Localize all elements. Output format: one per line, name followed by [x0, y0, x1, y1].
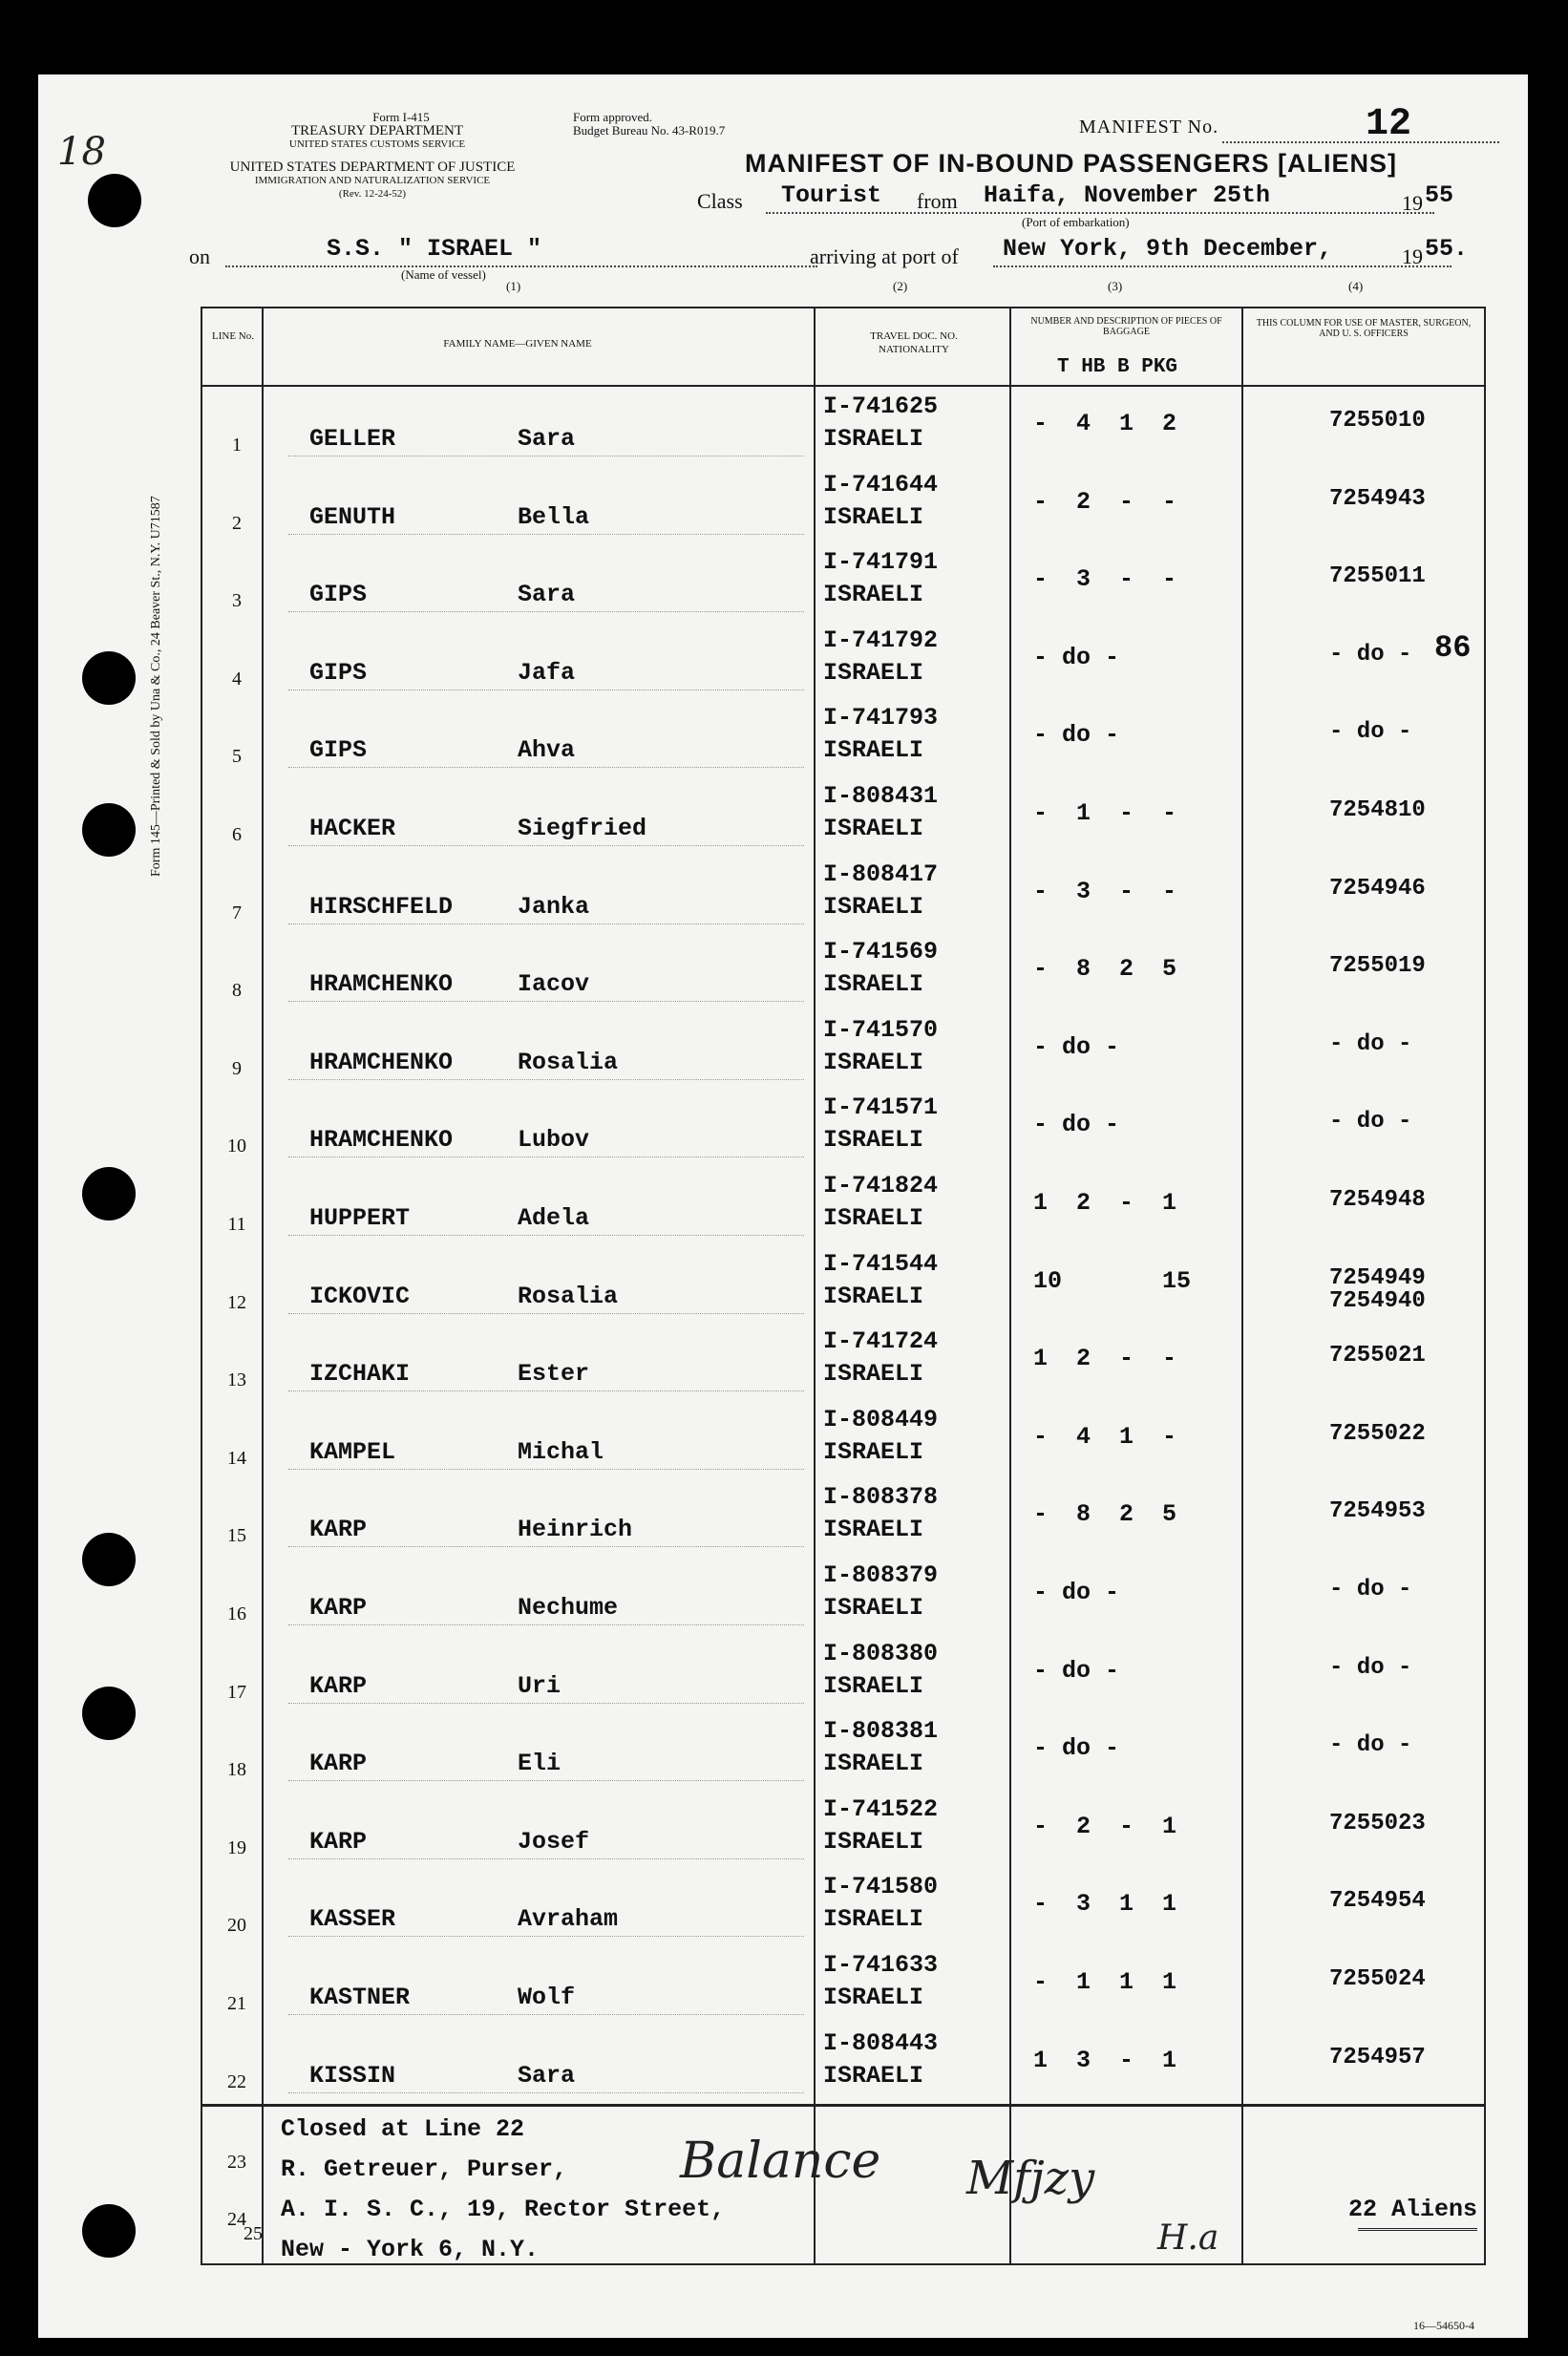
given-name: Rosalia [518, 1282, 619, 1310]
officer-number: 7255024 [1329, 1966, 1426, 1992]
print-code: 16—54650-4 [1413, 2319, 1474, 2332]
family-name: HIRSCHFELD [309, 892, 454, 921]
given-name: Avraham [518, 1905, 619, 1934]
row-line-number: 17 [227, 1681, 246, 1703]
family-name: ICKOVIC [309, 1282, 411, 1310]
officer-number: 7255011 [1329, 563, 1426, 590]
given-name: Nechume [518, 1594, 619, 1622]
baggage-pieces: - 2 - 1 [1033, 1812, 1177, 1840]
nationality: ISRAELI [823, 502, 924, 531]
baggage-pieces: - do - [1033, 643, 1120, 671]
travel-doc-number: I-808443 [823, 2028, 939, 2057]
travel-doc-number: I-808417 [823, 860, 939, 888]
passenger-table [201, 307, 1486, 2265]
column-marker: (2) [893, 279, 908, 293]
given-name: Jafa [518, 658, 576, 687]
row-line-number: 25 [244, 2223, 263, 2244]
travel-doc-number: I-808379 [823, 1561, 939, 1589]
officer-number: - do - [1329, 1654, 1412, 1681]
nationality: ISRAELI [823, 736, 924, 765]
row-underline [288, 1546, 804, 1547]
nationality: ISRAELI [823, 1437, 924, 1466]
family-name: KASSER [309, 1905, 396, 1934]
col-header-name: FAMILY NAME—GIVEN NAME [443, 338, 592, 350]
family-name: KARP [309, 1594, 368, 1622]
row-line-number: 4 [232, 668, 242, 690]
nationality: ISRAELI [823, 815, 924, 842]
travel-doc-number: I-741571 [823, 1093, 939, 1122]
baggage-pieces: - 3 - - [1033, 877, 1177, 905]
col-header-baggage: NUMBER AND DESCRIPTION OF PIECES OF BAGGAGE [1030, 316, 1222, 337]
nationality: ISRAELI [823, 1360, 924, 1389]
column-divider [262, 308, 264, 2263]
column-marker: (1) [506, 279, 521, 293]
row-line-number: 18 [227, 1759, 246, 1781]
given-name: Lubov [518, 1126, 590, 1155]
manifest-no-label: MANIFEST No. [1079, 117, 1219, 138]
officer-number: 7254954 [1329, 1888, 1426, 1915]
from-label: from [917, 189, 958, 213]
handwritten-mark: H.a [1157, 2218, 1219, 2258]
travel-doc-number: I-808380 [823, 1639, 939, 1667]
binder-hole [82, 1167, 136, 1220]
col-header-baggage-sub: T HB B PKG [1057, 356, 1178, 378]
officer-number: 7255019 [1329, 953, 1426, 980]
nationality: ISRAELI [823, 1204, 924, 1232]
treasury-label: TREASURY DEPARTMENT [290, 123, 464, 138]
year-value-2: 55. [1425, 235, 1469, 263]
officer-number: - do - [1329, 641, 1412, 668]
officer-number: - do - [1329, 1030, 1412, 1057]
total-aliens: 22 Aliens [1348, 2196, 1478, 2223]
manifest-title: MANIFEST OF IN-BOUND PASSENGERS [ALIENS] [745, 149, 1398, 178]
row-underline [288, 1235, 804, 1236]
row-line-number: 6 [232, 824, 242, 845]
family-name: HRAMCHENKO [309, 1048, 454, 1076]
column-marker: (3) [1108, 279, 1123, 293]
family-name: GENUTH [309, 502, 396, 531]
side-imprint: Form 145—Printed & Sold by Una & Co., 24 Beaver St., N.Y. U71587 [149, 496, 163, 877]
row-line-number: 1 [232, 435, 242, 456]
row-underline [288, 1624, 804, 1625]
baggage-pieces: - 4 1 - [1033, 1422, 1177, 1451]
baggage-pieces: - do - [1033, 1111, 1120, 1139]
handwritten-initials: Mfjzy [966, 2152, 1095, 2205]
class-dots [766, 212, 1434, 214]
row-line-number: 9 [232, 1057, 242, 1079]
travel-doc-number: I-808449 [823, 1405, 939, 1433]
officer-number: 7254943 [1329, 485, 1426, 512]
binder-hole [88, 174, 141, 227]
baggage-pieces: - 8 2 5 [1033, 955, 1177, 984]
officer-number: 7255021 [1329, 1343, 1426, 1369]
row-line-number: 12 [227, 1291, 246, 1313]
baggage-pieces: - 1 1 1 [1033, 1968, 1177, 1996]
column-divider [1241, 308, 1243, 2263]
col-header-doc: TRAVEL DOC. NO. NATIONALITY [870, 330, 958, 355]
manifest-number: 12 [1366, 103, 1412, 146]
header-divider [202, 385, 1484, 387]
travel-doc-number: I-741644 [823, 470, 939, 499]
officer-number: 7254949 7254940 [1329, 1264, 1426, 1314]
margin-note: 18 [57, 130, 106, 174]
agent-line: A. I. S. C., 19, Rector Street, [281, 2196, 726, 2223]
closed-line: Closed at Line 22 [281, 2115, 525, 2143]
given-name: Rosalia [518, 1048, 619, 1076]
travel-doc-number: I-741793 [823, 704, 939, 732]
binder-hole [82, 1533, 136, 1586]
row-line-number: 11 [227, 1214, 246, 1235]
form-approved: Form approved. [573, 110, 653, 124]
row-line-number: 3 [232, 590, 242, 612]
binder-hole [82, 803, 136, 857]
family-name: HRAMCHENKO [309, 970, 454, 999]
vessel-name: S.S. " ISRAEL " [327, 235, 542, 263]
nationality: ISRAELI [823, 1827, 924, 1856]
nationality: ISRAELI [823, 1594, 924, 1622]
travel-doc-number: I-808378 [823, 1483, 939, 1512]
family-name: KASTNER [309, 1984, 411, 2011]
given-name: Sara [518, 581, 576, 609]
officer-number: 7255022 [1329, 1420, 1426, 1447]
row-underline [288, 1313, 804, 1314]
nationality: ISRAELI [823, 1048, 924, 1076]
baggage-pieces: 1 3 - 1 [1033, 2046, 1177, 2074]
total-underline [1358, 2228, 1477, 2231]
column-divider [1009, 308, 1011, 2263]
row-underline [288, 1936, 804, 1937]
nationality: ISRAELI [823, 425, 924, 453]
travel-doc-number: I-741792 [823, 626, 939, 654]
given-name: Siegfried [518, 815, 647, 842]
given-name: Janka [518, 892, 590, 921]
row-underline [288, 1079, 804, 1080]
row-underline [288, 1703, 804, 1704]
given-name: Iacov [518, 970, 590, 999]
nationality: ISRAELI [823, 1126, 924, 1155]
given-name: Sara [518, 2061, 576, 2090]
row-line-number: 14 [227, 1447, 246, 1469]
family-name: HRAMCHENKO [309, 1126, 454, 1155]
officer-number: 7254946 [1329, 875, 1426, 902]
nationality: ISRAELI [823, 1984, 924, 2011]
baggage-pieces: - 3 1 1 [1033, 1890, 1177, 1919]
travel-doc-number: I-741569 [823, 938, 939, 966]
row-line-number: 13 [227, 1369, 246, 1391]
officer-number: 7254810 [1329, 797, 1426, 823]
row-underline [288, 923, 804, 924]
arriving-label: arriving at port of [810, 244, 959, 268]
manifest-no-dots [1222, 141, 1499, 143]
baggage-pieces: - do - [1033, 1579, 1120, 1606]
row-underline [288, 767, 804, 768]
officer-number: 7254948 [1329, 1187, 1426, 1213]
from-value: Haifa, November 25th [984, 181, 1271, 209]
travel-doc-number: I-808431 [823, 782, 939, 810]
officer-number: - do - [1329, 719, 1412, 746]
city-line: New - York 6, N.Y. [281, 2236, 540, 2263]
travel-doc-number: I-741724 [823, 1327, 939, 1356]
officer-number: - do - [1329, 1732, 1412, 1759]
baggage-pieces: 1 2 - - [1033, 1345, 1177, 1373]
given-name: Uri [518, 1671, 562, 1700]
family-name: KARP [309, 1750, 368, 1778]
baggage-pieces: - 2 - - [1033, 487, 1177, 516]
family-name: IZCHAKI [309, 1360, 411, 1389]
col-header-line: LINE No. [212, 330, 254, 342]
row-line-number: 20 [227, 1915, 246, 1937]
officer-number: - do - [1329, 1109, 1412, 1136]
family-name: GIPS [309, 581, 368, 609]
travel-doc-number: I-808381 [823, 1717, 939, 1746]
row-underline [288, 845, 804, 846]
row-line-number: 16 [227, 1603, 246, 1624]
baggage-pieces: - 8 2 5 [1033, 1500, 1177, 1529]
nationality: ISRAELI [823, 581, 924, 609]
column-divider [814, 308, 816, 2263]
officer-number: - do - [1329, 1577, 1412, 1603]
arrival-dots [993, 265, 1451, 267]
given-name: Sara [518, 425, 576, 453]
given-name: Ahva [518, 736, 576, 765]
travel-doc-number: I-741824 [823, 1172, 939, 1199]
nationality: ISRAELI [823, 2061, 924, 2090]
form-number: Form I-415 [372, 110, 430, 124]
family-name: GIPS [309, 658, 368, 687]
binder-hole [82, 2204, 136, 2258]
travel-doc-number: I-741522 [823, 1794, 939, 1823]
row-underline [288, 1780, 804, 1781]
row-underline [288, 1858, 804, 1859]
baggage-pieces: - do - [1033, 1032, 1120, 1061]
binder-hole [82, 1687, 136, 1740]
row-line-number: 22 [227, 2070, 246, 2092]
travel-doc-number: I-741580 [823, 1873, 939, 1901]
baggage-pieces: - 4 1 2 [1033, 410, 1177, 437]
row-line-number: 10 [227, 1136, 246, 1157]
nationality: ISRAELI [823, 1671, 924, 1700]
purser-line: R. Getreuer, Purser, [281, 2155, 568, 2183]
vessel-note: (Name of vessel) [401, 267, 486, 282]
given-name: Heinrich [518, 1516, 633, 1544]
family-name: HACKER [309, 815, 396, 842]
nationality: ISRAELI [823, 892, 924, 921]
baggage-pieces: - do - [1033, 1734, 1120, 1763]
arrival-value: New York, 9th December, [1003, 235, 1333, 263]
row-line-number: 15 [227, 1525, 246, 1547]
handwritten-signature: Balance [680, 2133, 881, 2190]
family-name: KARP [309, 1827, 368, 1856]
family-name: KAMPEL [309, 1437, 396, 1466]
given-name: Adela [518, 1204, 590, 1232]
row-underline [288, 1390, 804, 1391]
ins-label: IMMIGRATION AND NATURALIZATION SERVICE [254, 175, 491, 186]
family-name: KARP [309, 1671, 368, 1700]
row-line-number: 8 [232, 980, 242, 1002]
family-name: GELLER [309, 425, 396, 453]
baggage-pieces: 1 2 - 1 [1033, 1189, 1177, 1217]
given-name: Wolf [518, 1984, 576, 2011]
baggage-pieces: - 3 - - [1033, 565, 1177, 594]
nationality: ISRAELI [823, 1905, 924, 1934]
justice-label: UNITED STATES DEPARTMENT OF JUSTICE [229, 159, 516, 175]
nationality: ISRAELI [823, 970, 924, 999]
class-label: Class [697, 189, 743, 213]
row-underline [288, 611, 804, 612]
officer-number: 7255010 [1329, 408, 1426, 434]
travel-doc-number: I-741791 [823, 548, 939, 577]
side-number: 86 [1434, 630, 1472, 666]
travel-doc-number: I-741544 [823, 1249, 939, 1278]
row-underline [288, 534, 804, 535]
nationality: ISRAELI [823, 1282, 924, 1310]
baggage-pieces: - do - [1033, 1656, 1120, 1685]
class-value: Tourist [781, 181, 882, 209]
travel-doc-number: I-741625 [823, 393, 939, 420]
vessel-dots [225, 265, 817, 267]
baggage-pieces: - do - [1033, 721, 1120, 750]
travel-doc-number: I-741570 [823, 1015, 939, 1044]
footer-divider [202, 2104, 1484, 2107]
year-value-1: 55 [1425, 181, 1454, 209]
nationality: ISRAELI [823, 658, 924, 687]
officer-number: 7255023 [1329, 1810, 1426, 1836]
family-name: HUPPERT [309, 1204, 411, 1232]
given-name: Ester [518, 1360, 590, 1389]
col-header-officers: THIS COLUMN FOR USE OF MASTER, SURGEON, AND U. S. OFFICERS [1256, 318, 1472, 339]
row-line-number: 7 [232, 902, 242, 923]
row-line-number: 21 [227, 1993, 246, 2014]
given-name: Bella [518, 502, 590, 531]
nationality: ISRAELI [823, 1750, 924, 1778]
family-name: KARP [309, 1516, 368, 1544]
port-embark-note: (Port of embarkation) [1022, 215, 1130, 229]
on-label: on [189, 244, 210, 268]
given-name: Eli [518, 1750, 562, 1778]
given-name: Josef [518, 1827, 590, 1856]
rev-label: (Rev. 12-24-52) [338, 188, 407, 200]
officer-number: 7254953 [1329, 1498, 1426, 1525]
row-line-number: 19 [227, 1836, 246, 1858]
travel-doc-number: I-741633 [823, 1951, 939, 1979]
row-underline [288, 1001, 804, 1002]
row-underline [288, 2092, 804, 2093]
year-prefix-2: 19 [1402, 244, 1423, 268]
row-underline [288, 1469, 804, 1470]
baggage-pieces: - 1 - - [1033, 799, 1177, 827]
family-name: KISSIN [309, 2061, 396, 2090]
binder-hole [82, 651, 136, 705]
row-line-number: 24 [227, 2209, 246, 2230]
customs-label: UNITED STATES CUSTOMS SERVICE [288, 138, 466, 150]
baggage-pieces: 10 15 [1033, 1266, 1192, 1295]
row-line-number: 23 [227, 2152, 246, 2173]
row-line-number: 2 [232, 512, 242, 534]
family-name: GIPS [309, 736, 368, 765]
year-prefix-1: 19 [1402, 191, 1423, 215]
officer-number: 7254957 [1329, 2044, 1426, 2070]
column-marker: (4) [1348, 279, 1364, 293]
nationality: ISRAELI [823, 1516, 924, 1544]
row-underline [288, 2014, 804, 2015]
budget-bureau: Budget Bureau No. 43-R019.7 [573, 123, 726, 138]
manifest-page [38, 74, 1528, 2338]
row-line-number: 5 [232, 746, 242, 768]
given-name: Michal [518, 1437, 604, 1466]
